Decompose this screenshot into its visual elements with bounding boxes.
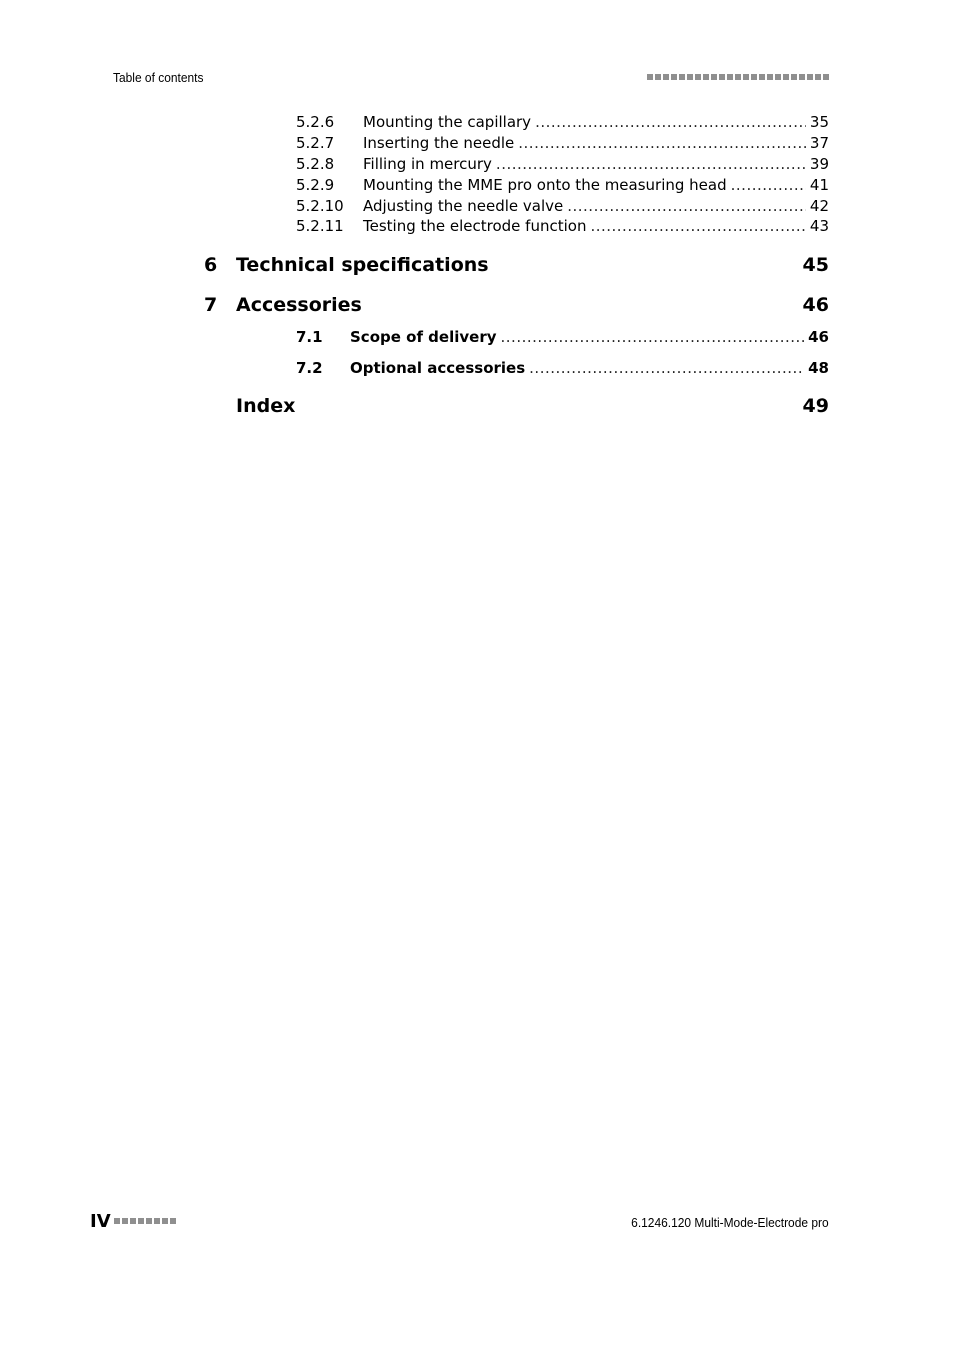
toc-chapter-title: Index — [236, 395, 296, 417]
toc-chapter-title: Technical specifications — [236, 254, 489, 276]
toc-chapter-page: 45 — [802, 254, 829, 276]
toc-section-scope-of-delivery[interactable] — [0, 328, 954, 350]
toc-entry-title: Filling in mercury — [363, 155, 492, 173]
toc-section-page: 46 — [808, 328, 829, 346]
toc-entry-number: 5.2.8 — [296, 155, 335, 173]
toc-chapter-page: 49 — [802, 395, 829, 417]
toc-leader-dots — [535, 113, 806, 131]
toc-leader-dots — [731, 176, 806, 194]
toc-section-number: 7.1 — [296, 328, 323, 346]
header-decoration-squares — [647, 74, 829, 80]
toc-leader-dots — [496, 155, 806, 173]
toc-entry-page: 42 — [809, 197, 829, 215]
toc-entry-number: 5.2.6 — [296, 113, 335, 131]
toc-leader-dots — [501, 328, 805, 346]
footer-decoration-squares — [114, 1218, 176, 1224]
toc-section-number: 7.2 — [296, 359, 323, 377]
toc-entry-page: 41 — [809, 176, 829, 194]
toc-chapter-number: 6 — [204, 254, 218, 276]
toc-section-page: 48 — [808, 359, 829, 377]
toc-entry-page: 35 — [809, 113, 829, 131]
toc-chapter-number: 7 — [204, 294, 218, 316]
toc-entry-number: 5.2.11 — [296, 217, 344, 235]
toc-entry[interactable] — [0, 155, 954, 177]
toc-entry-number: 5.2.7 — [296, 134, 335, 152]
toc-entry[interactable] — [0, 217, 954, 239]
toc-entry[interactable] — [0, 134, 954, 156]
toc-entry-title: Adjusting the needle valve — [363, 197, 564, 215]
footer-page-number: IV — [90, 1211, 111, 1232]
toc-entry-title: Mounting the capillary — [363, 113, 532, 131]
toc-section-title: Scope of delivery — [350, 328, 497, 346]
toc-entry[interactable] — [0, 113, 954, 135]
toc-entry[interactable] — [0, 176, 954, 198]
toc-entry-number: 5.2.9 — [296, 176, 335, 194]
toc-chapter-index[interactable] — [0, 395, 954, 423]
toc-chapter-title: Accessories — [236, 294, 362, 316]
toc-section-title: Optional accessories — [350, 359, 526, 377]
running-header-title: Table of contents — [113, 70, 204, 85]
toc-entry-number: 5.2.10 — [296, 197, 344, 215]
toc-chapter-accessories[interactable] — [0, 294, 954, 322]
toc-entry-title: Inserting the needle — [363, 134, 515, 152]
toc-entry-page: 37 — [809, 134, 829, 152]
toc-entry[interactable] — [0, 197, 954, 219]
toc-entry-page: 39 — [809, 155, 829, 173]
toc-leader-dots — [518, 134, 806, 152]
toc-chapter-page: 46 — [802, 294, 829, 316]
footer-document-title: 6.1246.120 Multi-Mode-Electrode pro — [631, 1215, 829, 1230]
toc-leader-dots — [567, 197, 806, 215]
toc-leader-dots — [590, 217, 805, 235]
toc-section-optional-accessories[interactable] — [0, 359, 954, 381]
toc-entry-title: Testing the electrode function — [363, 217, 587, 235]
toc-leader-dots — [529, 359, 804, 377]
toc-chapter-technical-specifications[interactable] — [0, 254, 954, 282]
toc-entry-page: 43 — [809, 217, 829, 235]
toc-entry-title: Mounting the MME pro onto the measuring head — [363, 176, 727, 194]
